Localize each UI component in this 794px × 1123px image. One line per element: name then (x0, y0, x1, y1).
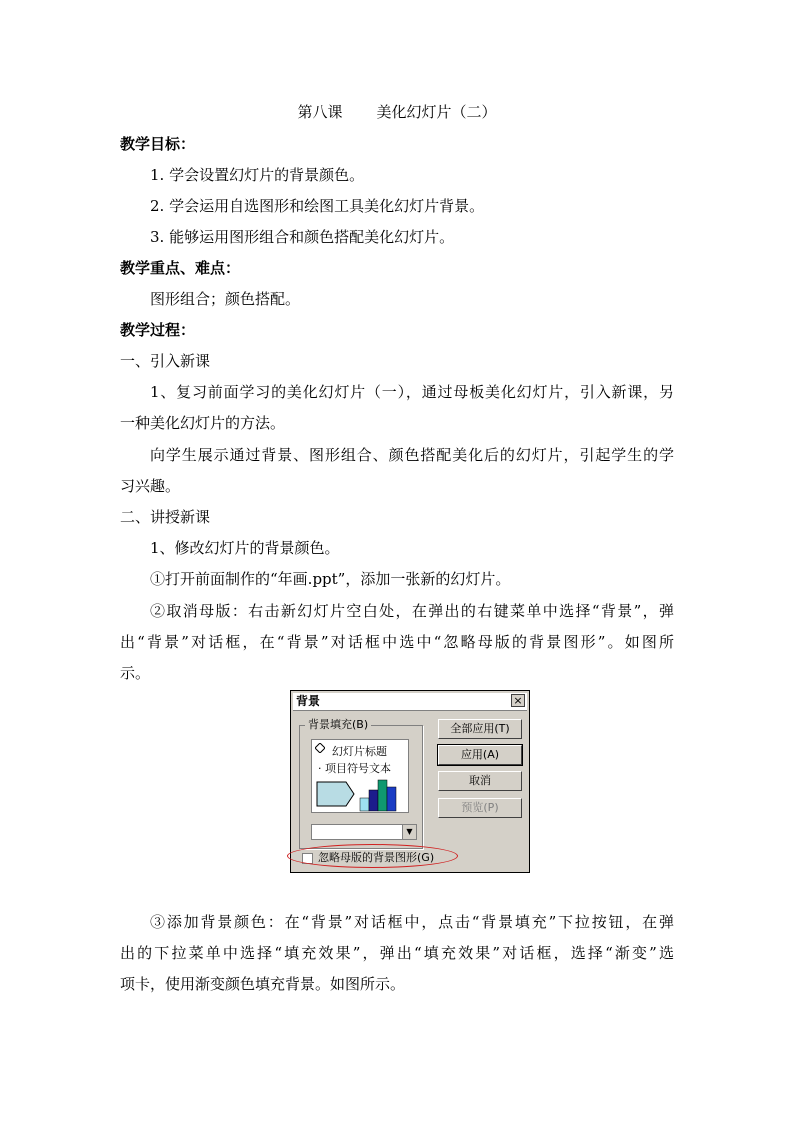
diamond-bullet-icon (315, 743, 325, 753)
dialog-title: 背景 (296, 694, 321, 708)
lesson-number: 第八课 (297, 103, 343, 121)
chart-bar (378, 780, 387, 811)
lesson-title (0, 102, 794, 122)
preview-graphics (316, 778, 408, 812)
step-line: 示。 (120, 664, 151, 682)
lesson-topic: 美化幻灯片（二） (376, 103, 497, 121)
subsection-heading: 1、修改幻灯片的背景颜色。 (150, 539, 340, 557)
goal-item: 1. 学会设置幻灯片的背景颜色。 (150, 166, 365, 184)
preview-button[interactable]: 预览(P) (438, 798, 522, 818)
chevron-down-icon[interactable]: ▼ (402, 825, 416, 839)
goal-item: 3. 能够运用图形组合和颜色搭配美化幻灯片。 (150, 228, 455, 246)
paragraph-line: 习兴趣。 (120, 477, 181, 495)
key-points-heading: 教学重点、难点： (120, 259, 241, 277)
close-icon: × (513, 694, 523, 707)
close-button[interactable] (511, 694, 525, 707)
slide-preview (311, 739, 409, 813)
goals-heading: 教学目标： (120, 135, 196, 153)
chart-bar (369, 790, 378, 811)
section-heading: 一、引入新课 (120, 352, 211, 370)
chart-bar (360, 798, 369, 811)
preview-bullet-text: · 项目符号文本 (318, 762, 391, 775)
step-line: ③添加背景颜色：在“背景”对话框中，点击“背景填充”下拉按钮，在弹 (150, 913, 674, 931)
cancel-button[interactable]: 取消 (438, 771, 522, 791)
goal-item: 2. 学会运用自选图形和绘图工具美化幻灯片背景。 (150, 197, 485, 215)
chart-bar (387, 787, 396, 811)
preview-slide-title: 幻灯片标题 (332, 745, 387, 758)
omit-master-graphics-label: 忽略母版的背景图形(G) (318, 851, 435, 864)
paragraph-line: 1、复习前面学习的美化幻灯片（一），通过母板美化幻灯片，引入新课，另 (150, 383, 674, 401)
step-line: 出“背景”对话框，在“背景”对话框中选中“忽略母版的背景图形”。如图所 (120, 633, 674, 651)
step-line: ②取消母版：右击新幻灯片空白处，在弹出的右键菜单中选择“背景”，弹 (150, 602, 674, 620)
process-heading: 教学过程： (120, 321, 196, 339)
apply-all-button[interactable]: 全部应用(T) (438, 719, 522, 739)
key-points-text: 图形组合；颜色搭配。 (150, 290, 301, 308)
section-heading: 二、讲授新课 (120, 508, 211, 526)
paragraph-line: 一种美化幻灯片的方法。 (120, 414, 286, 432)
pentagon-arrow-shape (317, 782, 354, 806)
step-line: 出的下拉菜单中选择“填充效果”，弹出“填充效果”对话框，选择“渐变”选 (120, 944, 674, 962)
dialog-titlebar[interactable] (293, 693, 527, 711)
step-line: ①打开前面制作的“年画.ppt”，添加一张新的幻灯片。 (150, 570, 511, 588)
paragraph-line: 向学生展示通过背景、图形组合、颜色搭配美化后的幻灯片，引起学生的学 (150, 446, 674, 464)
background-fill-label: 背景填充(B) (305, 718, 371, 732)
highlight-ellipse (287, 844, 458, 868)
step-line: 项卡，使用渐变颜色填充背景。如图所示。 (120, 975, 406, 993)
apply-button[interactable]: 应用(A) (438, 745, 522, 765)
background-fill-dropdown[interactable] (311, 824, 417, 840)
